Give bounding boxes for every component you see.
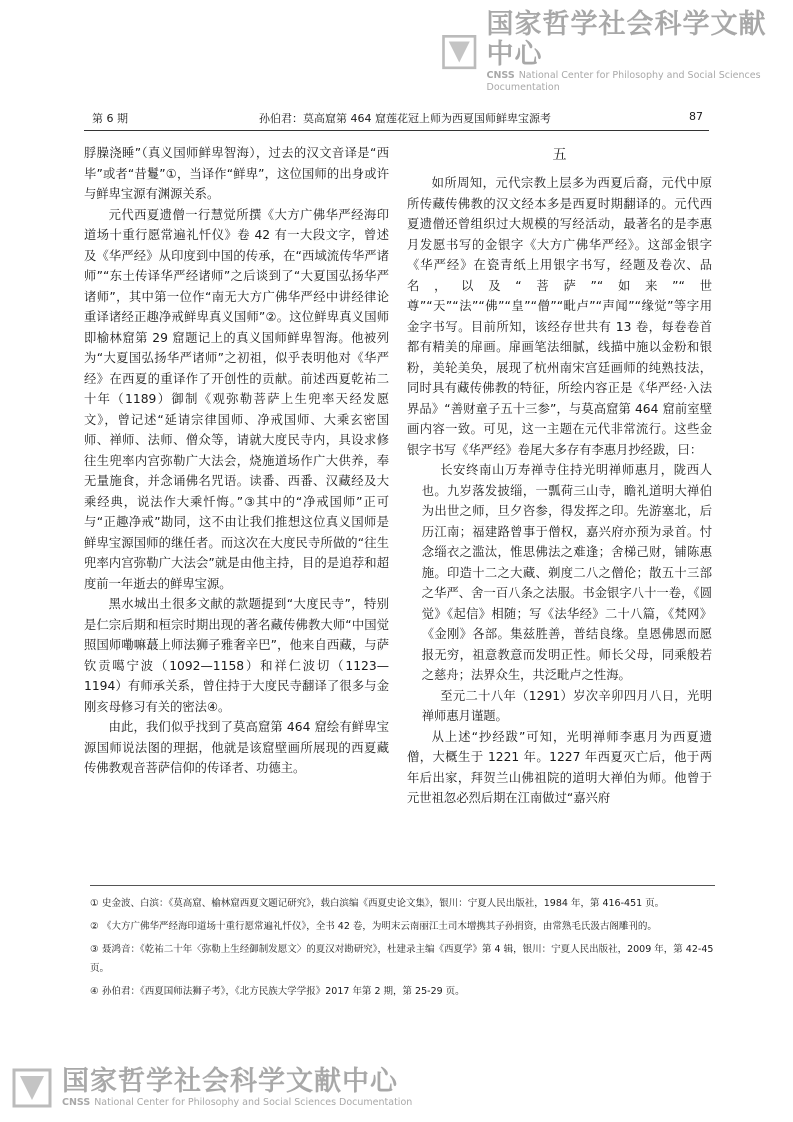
logo-chinese-name: 国家哲学社会科学文献中心 xyxy=(486,9,767,70)
block-quote: 长安终南山万寿禅寺住持光明禅师惠月，陇西人也。九岁落发披缁，一瓢荷三山寺，瞻礼道明大禅伯为出世之师，旦夕咨参，得发挥之印。先游塞北，后历江南；福建路曾事于僧权，嘉兴府亦预为录首。忖念缁衣之滥汰，惟思佛法之难逢；舍梯己财，铺陈惠施。印造十二之大藏、剃度二八之僧伦；散五十三部之华严、舍一百八条之法服。书金银字八十一卷，《圆觉》《起信》相随；写《法华经》二十八篇，《梵网》《金刚》各部。集兹胜善，普结良缘。皇恩佛恩而愿报无穷，祖意教意而发明正性。师长父母，同乘般若之慈舟；法界众生，共泛毗卢之性海。 xyxy=(421,463,712,682)
body-paragraph: 如所周知，元代宗教上层多为西夏后裔，元代中原所传藏传佛教的汉文经本多是西夏时期翻译的。元代西夏遗僧还曾组织过大规模的写经活动，最著名的是李惠月发愿书写的金银字《大方广佛华严经》。这部金银字《华严经》在瓷青纸上用银字书写，经题及卷次、品名，以及“菩萨”“如来”“世尊”“天”“法”“佛”“皇”“僧”“毗卢”“声闻”“缘觉”等字用金字书写。目前所知，该经存世共有 13 卷，每卷卷首都有精美的扉画。扉画笔法细腻，线描中施以金粉和银粉，美轮美奂，展现了杭州南宋宫廷画师的纯熟技法，同时具有藏传佛教的特征，所绘内容正是《华严经·入法界品》“善财童子五十三参”，与莫高窟第 464 窟前室壁画内容一致。可见，这一主题在元代非常流行。这些金银字书写《华严经》卷尾大多存有李惠月抄经跋，曰： xyxy=(407,176,712,457)
running-title: 孙伯君：莫高窟第 464 窟莲花冠上师为西夏国师鲜卑宝源考 xyxy=(259,112,551,125)
body-paragraph: 元代西夏遗僧一行慧觉所撰《大方广佛华严经海印道场十重行愿常遍礼忏仪》卷 42 有一大段文字，曾述及《华严经》从印度到中国的传承，在“西域流传华严诸师”“东土传译华严经诸师”之后谈到了“大夏国弘扬华严诸师”，其中第一位作“南无大方广佛华严经中讲经律论重译诸经正趣净戒鲜卑真义国师”②。这位鲜卑真义国师即榆林窟第 29 窟题记上的真义国师鲜卑智海。他被列为“大夏国弘扬华严诸师”之初祖，似乎表明他对《华严经》在西夏的重译作了开创性的贡献。前述西夏乾祐二十年（1189）御制《观弥勒菩萨上生兜率天经发愿文》，曾记述“延请宗律国师、净戒国师、大乘玄密国师、禅师、法师、僧众等，请就大度民寺内，具设求修往生兜率内宫弥勒广大法会，烧施道场作广大供养，奉无量施食，并念诵佛名咒语。读番、西番、汉藏经及大乘经典，说法作大乘忏悔。”③其中的“净戒国师”正可与“正趣净戒”勘同，这不由让我们推想这位真义国师是鲜卑宝源国师的继任者。而这次在大度民寺所做的“往生兜率内宫弥勒广大法会”就是由他主持，目的是追荐和超度前一年逝去的鲜卑宝源。 xyxy=(84,207,389,591)
issue-number: 第 6 期 xyxy=(92,112,128,125)
footnote-text: 聂鸿音：《乾祐二十年〈弥勒上生经御制发愿文〉的夏汉对勘研究》，杜建录主编《西夏学》第 4 辑，银川：宁夏人民出版社，2009 年，第 42-45 页。 xyxy=(90,944,714,974)
body-paragraph: 由此，我们似乎找到了莫高窟第 464 窟绘有鲜卑宝源国师说法图的理据，他就是该窟壁画所展现的西夏藏传佛教观音菩萨信仰的传译者、功德主。 xyxy=(84,720,389,775)
footnote-text: 孙伯君：《西夏国师法狮子考》，《北方民族大学学报》2017 年第 2 期，第 25-29 页。 xyxy=(102,986,465,997)
block-quote: 至元二十八年（1291）岁次辛卯四月八日，光明禅师惠月谨题。 xyxy=(421,688,712,723)
logo-abbreviation: CNSS xyxy=(62,1097,91,1108)
footnote xyxy=(90,982,715,1001)
page-number: 87 xyxy=(689,110,703,123)
logo-english-name: National Center for Philosophy and Social Sciences Documentation xyxy=(94,1097,413,1108)
cnss-logo-top xyxy=(440,10,793,94)
logo-abbreviation: CNSS xyxy=(486,70,515,81)
logo-chinese-name: 国家哲学社会科学文献中心 xyxy=(62,1066,398,1097)
cnss-emblem-icon xyxy=(440,30,479,74)
footnote-mark: ④ xyxy=(90,986,99,997)
footnote xyxy=(90,894,715,913)
footnotes xyxy=(90,885,715,1005)
footnote xyxy=(90,940,715,978)
footnote-text: 史金波、白滨：《莫高窟、榆林窟西夏文题记研究》，载白滨编《西夏史论文集》，银川：宁夏人民出版社，1984 年，第 416-451 页。 xyxy=(102,898,665,909)
body-paragraph: 脬臊浇睡”（真义国师鲜卑智海），过去的汉文音译是“西毕”或者“昔鬘”①，当译作“鲜卑”，这位国师的出身或许与鲜卑宝源有渊源关系。 xyxy=(84,146,389,201)
logo-english-name: National Center for Philosophy and Social Sciences Documentation xyxy=(486,70,761,93)
cnss-emblem-icon xyxy=(10,1066,54,1110)
cnss-logo-bottom xyxy=(10,1066,412,1110)
left-column xyxy=(84,143,389,779)
footnote-mark: ③ xyxy=(90,944,99,955)
footnote-mark: ① xyxy=(90,898,99,909)
footnote-mark: ② xyxy=(90,921,99,932)
section-heading: 五 xyxy=(552,147,567,163)
footnote-text: 《大方广佛华严经海印道场十重行愿常遍礼忏仪》，全书 42 卷，为明末云南丽江土司木增携其子孙捐资，由常熟毛氏汲古阁雕刊的。 xyxy=(102,921,657,932)
body-paragraph: 黑水城出土很多文献的款题提到“大度民寺”，特别是仁宗后期和桓宗时期出现的著名藏传佛教大师“中国觉照国师嘞嘛蕞上师法狮子雅奢辛巴”，他来自西藏，与萨钦贡噶宁波（1092—1158）和祥仁波切（1123—1194）有师承关系，曾住持于大度民寺翻译了很多与金刚亥母修习有关的密法④。 xyxy=(84,597,389,714)
body-paragraph: 从上述“抄经跋”可知，光明禅师李惠月为西夏遗僧，大概生于 1221 年。1227 年西夏灭亡后，他于两年后出家，拜贺兰山佛祖院的道明大禅伯为师。他曾于元世祖忽必烈后期在江南做过“嘉兴府 xyxy=(407,729,712,805)
footnote xyxy=(90,917,715,936)
running-head xyxy=(84,110,709,131)
right-column xyxy=(407,143,712,809)
